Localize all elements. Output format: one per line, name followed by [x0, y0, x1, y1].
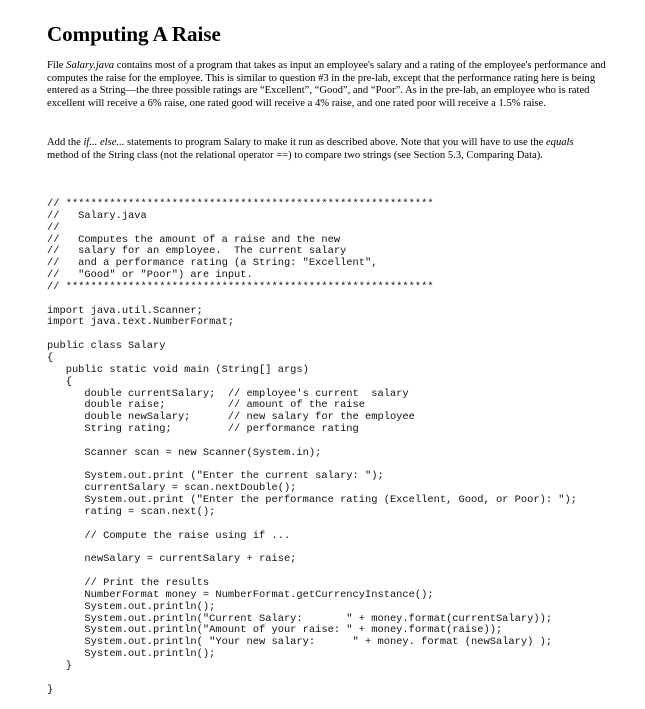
page-title: Computing A Raise [47, 22, 221, 46]
code-line: // salary for an employee. The current salary [47, 245, 347, 258]
code-line: rating = scan.next(); [47, 505, 216, 518]
code-line: public static void main (String[] args) [47, 363, 309, 376]
code-line [47, 519, 577, 531]
code-line: double raise; // amount of the raise [47, 399, 366, 412]
code-line [47, 294, 577, 306]
code-line: } [47, 659, 72, 672]
code-line: System.out.println( "Your new salary: " + money. format (newSalary) ); [47, 636, 553, 649]
code-line: System.out.println("Current Salary: " + money.format(currentSalary)); [47, 612, 553, 625]
code-line: { [47, 351, 54, 364]
code-line: // Print the results [47, 577, 210, 589]
code-line: double newSalary; // new salary for the employee [47, 411, 415, 424]
text: method of the String class (not the relational operator ==) to compare two strings (see Section 5.3, Comparing Data). [47, 149, 543, 161]
code-line: System.out.println(); [47, 600, 216, 613]
text: Add the [47, 137, 84, 148]
code-line: currentSalary = scan.nextDouble(); [47, 482, 297, 495]
code-line: // Compute the raise using if ... [47, 529, 291, 542]
code-line: import java.util.Scanner; [47, 304, 203, 317]
text: File [47, 60, 67, 71]
code-line: NumberFormat money = NumberFormat.getCurrencyInstance(); [47, 588, 434, 601]
keyword: equals [545, 137, 574, 148]
keyword: if... else... [83, 137, 125, 148]
code-line: System.out.print ("Enter the performance rating (Excellent, Good, or Poor): "); [47, 494, 578, 507]
code-line: newSalary = currentSalary + raise; [47, 553, 297, 566]
code-line [47, 673, 577, 685]
code-line: System.out.println(); [47, 648, 216, 661]
code-line: Scanner scan = new Scanner(System.in); [47, 446, 322, 459]
code-line: System.out.print ("Enter the current salary: "); [47, 470, 384, 483]
code-line: // *********************************************************** [47, 280, 434, 293]
code-line: // Computes the amount of a raise and the new [47, 233, 341, 246]
code-line: System.out.println("Amount of your raise: " + money.format(raise)); [47, 624, 503, 637]
code-listing [47, 199, 577, 696]
intro-paragraph [47, 60, 607, 110]
code-line: public class Salary [47, 340, 166, 353]
code-line: } [47, 683, 54, 696]
text: statements to program Salary to make it run as described above. Note that you will have to use the [124, 137, 546, 148]
code-line: // "Good" or "Poor") are input. [47, 269, 253, 282]
code-line: // and a performance rating (a String: "Excellent", [47, 257, 378, 270]
code-line [47, 436, 577, 448]
code-line: double currentSalary; // employee's current salary [47, 387, 409, 400]
instructions-paragraph [47, 137, 607, 162]
code-line: import java.text.NumberFormat; [47, 316, 235, 329]
code-line: { [47, 375, 72, 388]
code-line: // [47, 221, 60, 234]
code-line: // Salary.java [47, 209, 147, 222]
code-line: String rating; // performance rating [47, 423, 359, 436]
filename: Salary.java [66, 60, 115, 71]
code-line: // *********************************************************** [47, 198, 434, 210]
text: contains most of a program that takes as input an employee's salary and a rating of the employee's performance and computes the raise for the employee. This is similar to question #3 in the pre-lab, except that the performance rating here is being entered as a String—the three possible ratings are “Excellent”, “Good”, and “Poor”. As in the pre-lab, an employee who is rated excellent will receive a 6% raise, one rated good will receive a 4% raise, and one rated poor will receive a 1.5% raise. [47, 60, 606, 109]
